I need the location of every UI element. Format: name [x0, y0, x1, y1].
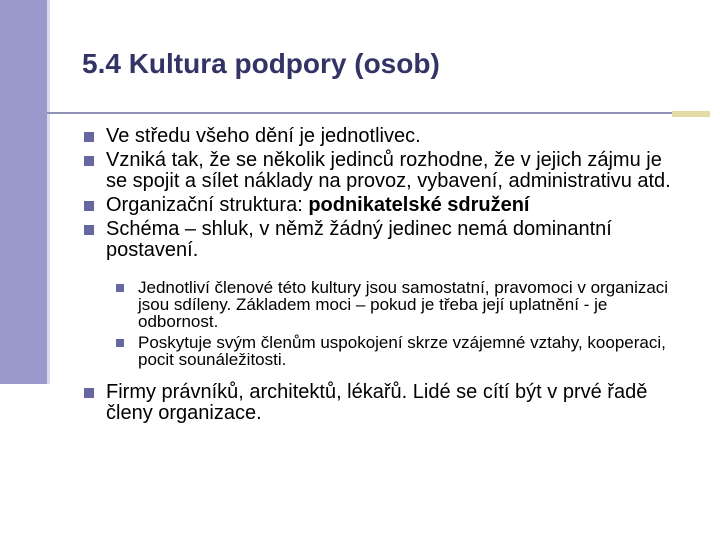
- square-bullet-icon: [116, 284, 124, 292]
- square-bullet-icon: [116, 339, 124, 347]
- slide-content: [84, 126, 684, 427]
- sub-bullet-text: Jednotliví členové této kultury jsou samostatní, pravomoci v organizaci jsou sdíleny. Základem moci – pokud je třeba její uplatnění - je odbornost.: [138, 278, 669, 331]
- bullet-text: Schéma – shluk, v němž žádný jedinec nemá dominantní postavení.: [106, 218, 612, 261]
- sub-bullet-item: [116, 279, 684, 330]
- square-bullet-icon: [84, 132, 94, 142]
- sub-bullet-item: [116, 334, 684, 368]
- square-bullet-icon: [84, 201, 94, 211]
- title-rule-end: [672, 111, 710, 117]
- slide-title: 5.4 Kultura podpory (osob): [82, 48, 440, 79]
- bullet-text: Vzniká tak, že se několik jedinců rozhodne, že v jejich zájmu je se spojit a sílet náklady na provoz, vybavení, administrativu atd.: [106, 149, 671, 192]
- title-rule: [47, 112, 672, 114]
- bullet-text: Ve středu všeho dění je jednotlivec.: [106, 125, 421, 147]
- bullet-item: [84, 126, 684, 147]
- left-accent-bar: [0, 0, 47, 384]
- bullet-text-prefix: Organizační struktura:: [106, 194, 309, 216]
- square-bullet-icon: [84, 156, 94, 166]
- bullet-emphasis: podnikatelské sdružení: [308, 194, 530, 216]
- square-bullet-icon: [84, 388, 94, 398]
- bullet-item: [84, 195, 684, 216]
- bullet-item: [84, 150, 684, 192]
- bullet-item: [84, 382, 684, 424]
- square-bullet-icon: [84, 225, 94, 235]
- bullet-item: [84, 219, 684, 261]
- left-accent-bar-shadow: [47, 0, 50, 384]
- sub-bullet-text: Poskytuje svým členům uspokojení skrze vzájemné vztahy, kooperaci, pocit sounáležitosti.: [138, 333, 666, 369]
- bullet-text: Firmy právníků, architektů, lékařů. Lidé se cítí být v prvé řadě členy organizace.: [106, 381, 648, 424]
